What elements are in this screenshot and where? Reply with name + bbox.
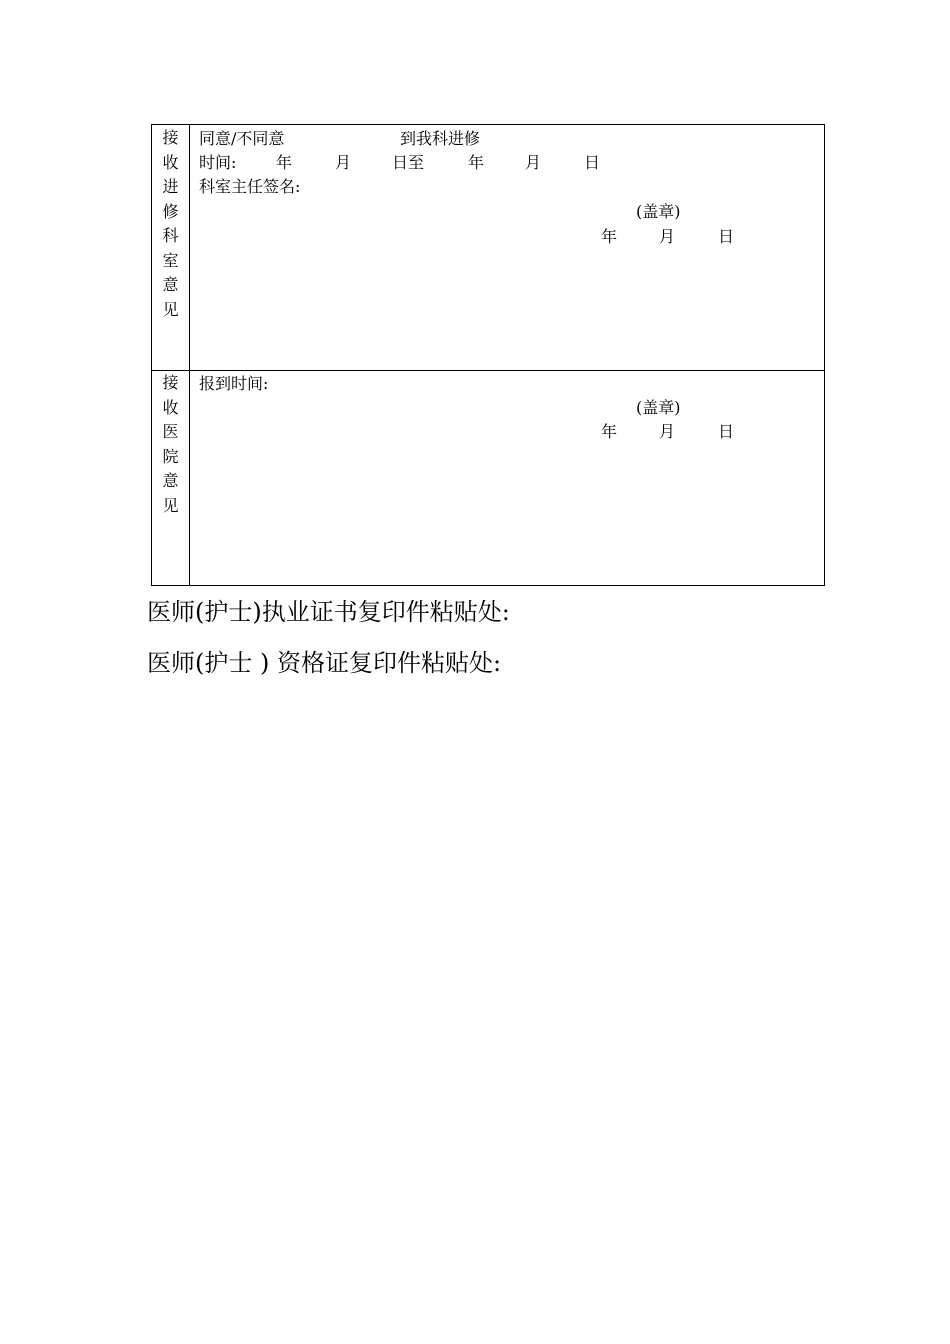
label-char: 收 <box>162 152 179 172</box>
label-char: 接 <box>162 128 179 147</box>
label-char: 见 <box>162 495 179 515</box>
date-year-label: 年 <box>601 422 618 441</box>
receiving-department-opinion-cell[interactable] <box>189 125 824 370</box>
receiving-department-row <box>152 125 824 371</box>
label-char: 科 <box>162 226 179 245</box>
report-time-label: 报到时间: <box>199 374 269 393</box>
time-label: 时间: <box>199 153 237 172</box>
label-char: 修 <box>162 201 179 221</box>
receiving-hospital-row <box>152 370 824 585</box>
end-year-label: 年 <box>468 153 485 172</box>
department-study-text: 到我科进修 <box>400 129 481 148</box>
receiving-hospital-label-cell <box>152 370 190 585</box>
receiving-hospital-opinion-cell[interactable] <box>189 370 824 585</box>
receiving-department-label <box>152 126 189 322</box>
label-char: 接 <box>162 373 179 392</box>
seal-text: (盖章) <box>636 398 681 417</box>
director-signature-label: 科室主任签名: <box>199 177 301 196</box>
date-month-label: 月 <box>659 227 676 246</box>
end-month-label: 月 <box>525 153 542 172</box>
label-char: 见 <box>162 299 179 319</box>
seal-text: (盖章) <box>636 202 681 221</box>
label-char: 意 <box>162 275 179 294</box>
start-day-to-label: 日至 <box>392 153 425 172</box>
label-char: 医 <box>162 422 179 441</box>
date-year-label: 年 <box>601 227 618 246</box>
start-month-label: 月 <box>335 153 352 172</box>
end-day-label: 日 <box>584 153 601 172</box>
label-char: 意 <box>162 471 179 490</box>
approval-form-table <box>151 124 825 586</box>
date-day-label: 日 <box>718 227 735 246</box>
start-year-label: 年 <box>276 153 293 172</box>
label-char: 室 <box>162 250 179 270</box>
receiving-hospital-label <box>152 371 189 518</box>
label-char: 院 <box>162 446 179 466</box>
license-copy-paste-label: 医师(护士)执业证书复印件粘贴处: <box>147 598 510 626</box>
receiving-department-label-cell <box>152 125 190 370</box>
qualification-copy-paste-label: 医师(护士 ) 资格证复印件粘贴处: <box>147 649 502 677</box>
label-char: 收 <box>162 397 179 417</box>
date-day-label: 日 <box>718 422 735 441</box>
agree-option-text: 同意/不同意 <box>199 129 285 148</box>
label-char: 进 <box>162 177 179 196</box>
date-month-label: 月 <box>659 422 676 441</box>
